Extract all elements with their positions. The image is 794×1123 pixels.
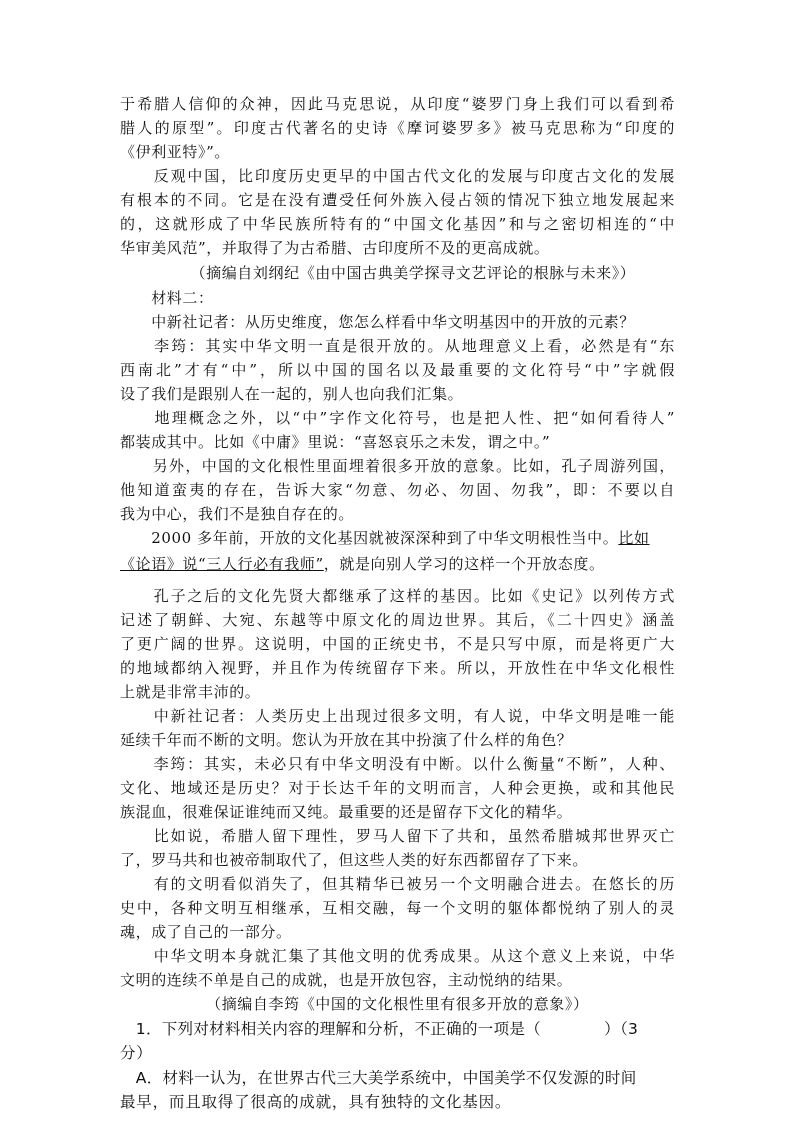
underlined-text: 《论语》说“三人行必有我师” — [120, 555, 324, 573]
text-line: 上就是非常丰沛的。 — [120, 683, 261, 701]
text-line: 有根本的不同。它是在没有遭受任何外族入侵占领的情况下独立地发展起来 — [120, 191, 675, 209]
text-line: 记述了朝鲜、大宛、东越等中原文化的周边世界。其后，《二十四史》涵盖 — [120, 611, 675, 629]
section-heading: 材料二： — [120, 289, 214, 307]
text-line: 孔子之后的文化先贤大都继承了这样的基因。比如《史记》以列传方式 — [120, 587, 675, 605]
question-1-cont: 分） — [120, 1044, 153, 1062]
text-line: 设了我们是跟别人在一起的，别人也向我们汇集。 — [120, 385, 464, 403]
text-line: 了，罗马共和也被帝制取代了，但这些人类的好东西都留存了下来。 — [120, 851, 589, 869]
text-line: 于希腊人信仰的众神，因此马克思说，从印度“婆罗门身上我们可以看到希 — [120, 95, 675, 113]
text-line: 延续千年而不断的文明。您认为开放在其中扮演了什么样的角色？ — [120, 731, 573, 749]
text-line: 的地域都纳入视野，并且作为传统留存下来。所以，开放性在中华文化根性 — [120, 659, 675, 677]
text-line: 反观中国，比印度历史更早的中国古代文化的发展与印度古文化的发展 — [120, 167, 675, 185]
text-line: 他知道蛮夷的存在，告诉大家“勿意、勿必、勿固、勿我”，即：不要以自 — [120, 481, 675, 499]
text-line: 地理概念之外，以“中”字作文化符号，也是把人性、把“如何看待人” — [120, 409, 675, 427]
text-line: 我为中心，我们不是独自存在的。 — [120, 505, 355, 523]
text-line: 另外，中国的文化根性里面埋着很多开放的意象。比如，孔子周游列国， — [120, 457, 675, 475]
text-line: 比如说，希腊人留下理性，罗马人留下了共和，虽然希腊城邦世界灭亡 — [120, 827, 675, 845]
text-line: 族混血，很难保证谁纯而又纯。最重要的还是留存下文化的精华。 — [120, 803, 573, 821]
text-line: 史中，各种文明互相继承，互相交融，每一个文明的躯体都悦纳了别人的灵 — [120, 899, 675, 917]
text-line: 有的文明看似消失了，但其精华已被另一个文明融合进去。在悠长的历 — [120, 875, 675, 893]
text-line: 李筠：其实，未必只有中华文明没有中断。以什么衡量“不断”，人种、 — [120, 755, 675, 773]
text-line: 华审美风范”，并取得了为古希腊、古印度所不及的更高成就。 — [120, 239, 550, 257]
text-line — [120, 552, 675, 576]
text-line: 的，这就形成了中华民族所特有的“中国文化基因”和与之密切相连的“中 — [120, 215, 675, 233]
text-line: 中华文明本身就汇集了其他文明的优秀成果。从这个意义上来说，中华 — [120, 947, 675, 965]
option-a-cont: 最早，而且取得了很高的成就，具有独特的文化基因。 — [120, 1093, 512, 1111]
text-line — [120, 526, 675, 550]
text-line: 腊人的原型”。印度古代著名的史诗《摩诃婆罗多》被马克思称为“印度的 — [120, 119, 675, 137]
text-line: 李筠：其实中华文明一直是很开放的。从地理意义上看，必然是有“东 — [120, 337, 675, 355]
text-line: 都装成其中。比如《中庸》里说：“喜怒哀乐之未发，谓之中。” — [120, 433, 551, 451]
option-a: A．材料一认为，在世界古代三大美学系统中，中国美学不仅发源的时间 — [120, 1069, 637, 1087]
citation-1: （摘编自刘纲纪《由中国古典美学探寻文艺评论的根脉与未来》） — [120, 264, 636, 282]
text-line: 《伊利亚特》”。 — [120, 143, 230, 161]
underlined-text: 比如 — [618, 529, 650, 547]
text-line: 中新社记者：从历史维度，您怎么样看中华文明基因中的开放的元素？ — [120, 313, 635, 331]
text-run: ，就是向别人学习的这样一个开放态度。 — [323, 555, 605, 573]
text-line: 中新社记者：人类历史上出现过很多文明，有人说，中华文明是唯一能 — [120, 707, 675, 725]
text-line: 西南北”才有“中”，所以中国的国名以及最重要的文化符号“中”字就假 — [120, 361, 675, 379]
text-run: 2000 多年前，开放的文化基因就被深深种到了中华文明根性当中。 — [120, 529, 619, 547]
citation-2: （摘编自李筠《中国的文化根性里有很多开放的意象》） — [120, 995, 589, 1013]
text-line: 文化、地域还是历史？对于长达千年的文明而言，人种会更换，或和其他民 — [120, 779, 675, 797]
text-line: 了更广阔的世界。这说明，中国的正统史书，不是只写中原，而是将更广大 — [120, 635, 675, 653]
question-1: 1．下列对材料相关内容的理解和分析，不正确的一项是（ ）（3 — [120, 1020, 639, 1038]
text-line: 文明的连续不单是自己的成就，也是开放包容，主动悦纳的结果。 — [120, 971, 573, 989]
text-line: 魂，成了自己的一部分。 — [120, 923, 292, 941]
